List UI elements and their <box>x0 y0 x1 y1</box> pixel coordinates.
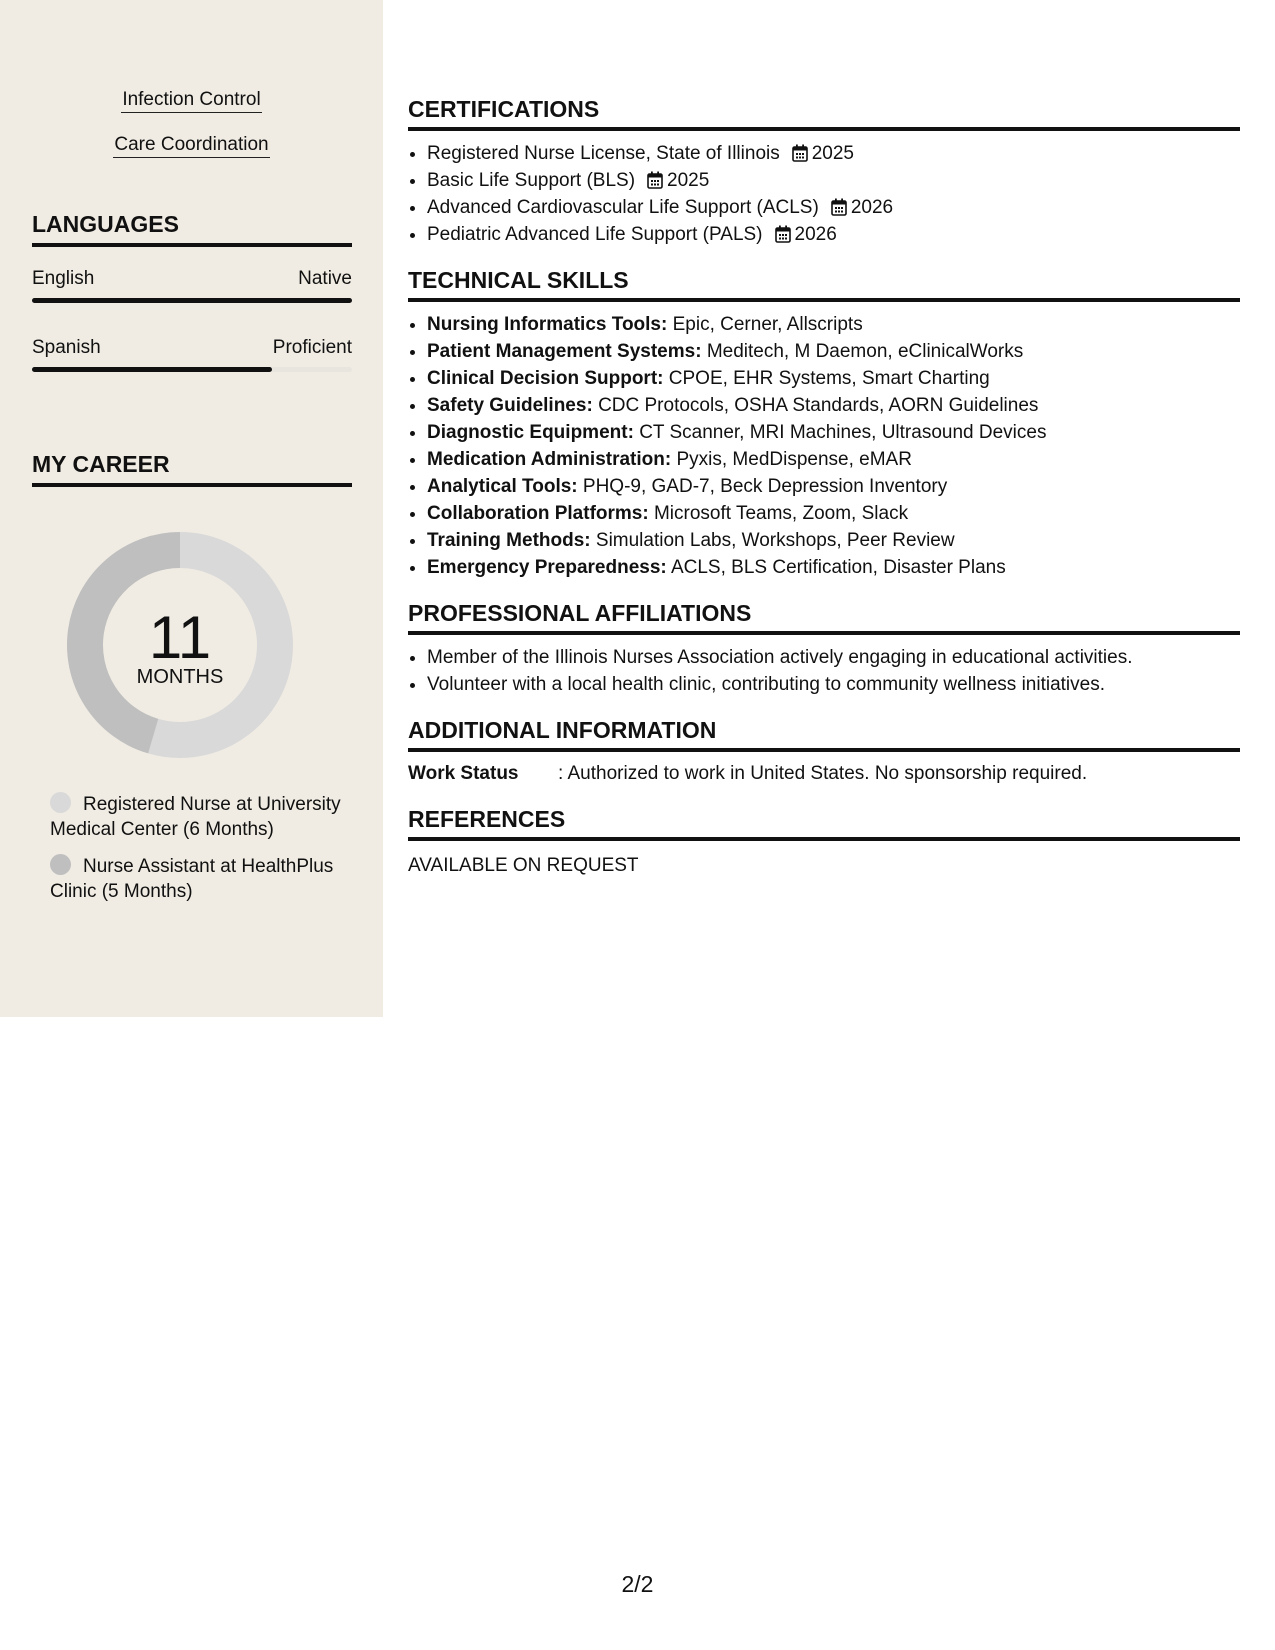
legend-dot <box>50 792 71 813</box>
references-text: AVAILABLE ON REQUEST <box>408 855 639 876</box>
certification-item: • Registered Nurse License, State of Illinois 2025 <box>427 140 1240 167</box>
technical-skill-item: • Nursing Informatics Tools: Epic, Cerner, Allscripts <box>427 311 1240 338</box>
calendar-icon <box>775 225 791 243</box>
certification-year: 2025 <box>667 170 710 191</box>
main-content <box>408 95 1240 897</box>
additional-info-section <box>408 716 1240 787</box>
affiliations-list <box>408 644 1240 698</box>
career-total-unit: MONTHS <box>136 666 224 688</box>
affiliations-section <box>408 599 1240 698</box>
technical-skill-item: • Analytical Tools: PHQ-9, GAD-7, Beck Depression Inventory <box>427 473 1240 500</box>
language-name: Spanish <box>32 337 101 358</box>
affiliation-item: • Volunteer with a local health clinic, contributing to community wellness initiatives. <box>427 671 1240 698</box>
calendar-icon <box>831 198 847 216</box>
skill-tag: Care Coordination <box>0 133 383 157</box>
technical-skill-item: • Diagnostic Equipment: CT Scanner, MRI Machines, Ultrasound Devices <box>427 419 1240 446</box>
technical-skill-item: • Emergency Preparedness: ACLS, BLS Certification, Disaster Plans <box>427 554 1240 581</box>
language-row-english <box>32 266 352 292</box>
technical-skills-list <box>408 311 1240 581</box>
references-heading: REFERENCES <box>408 805 1240 841</box>
career-legend-item <box>50 792 350 842</box>
certifications-section <box>408 95 1240 248</box>
career-total-number: 11 <box>148 604 212 671</box>
technical-skill-item: • Collaboration Platforms: Microsoft Teams, Zoom, Slack <box>427 500 1240 527</box>
legend-dot <box>50 854 71 875</box>
career-heading: MY CAREER <box>32 450 352 487</box>
career-legend-label: Registered Nurse at University Medical Center (6 Months) <box>50 794 341 840</box>
language-bar-fill <box>32 367 272 372</box>
technical-skills-heading: TECHNICAL SKILLS <box>408 266 1240 302</box>
certification-item: • Basic Life Support (BLS) 2025 <box>427 167 1240 194</box>
calendar-icon <box>792 144 808 162</box>
language-bar-english <box>32 298 352 303</box>
work-status-label: Work Status <box>408 763 519 784</box>
language-row-spanish <box>32 335 352 361</box>
affiliations-heading: PROFESSIONAL AFFILIATIONS <box>408 599 1240 635</box>
work-status-value: : Authorized to work in United States. No sponsorship required. <box>558 763 1088 784</box>
technical-skill-item: • Patient Management Systems: Meditech, M Daemon, eClinicalWorks <box>427 338 1240 365</box>
technical-skill-item: • Medication Administration: Pyxis, MedDispense, eMAR <box>427 446 1240 473</box>
technical-skills-section <box>408 266 1240 581</box>
certifications-list <box>408 140 1240 248</box>
certification-year: 2026 <box>794 224 837 245</box>
language-level: Native <box>298 268 352 289</box>
certification-year: 2026 <box>850 197 894 218</box>
career-legend-label: Nurse Assistant at HealthPlus Clinic (5 Months) <box>50 856 334 902</box>
language-level: Proficient <box>272 337 352 358</box>
references-section <box>408 805 1240 879</box>
technical-skill-item: • Safety Guidelines: CDC Protocols, OSHA Standards, AORN Guidelines <box>427 392 1240 419</box>
language-name: English <box>32 268 95 289</box>
work-status-row <box>408 761 1240 787</box>
certification-item: • Advanced Cardiovascular Life Support (ACLS) 2026 <box>427 194 1240 221</box>
certification-year: 2025 <box>811 143 855 164</box>
additional-info-heading: ADDITIONAL INFORMATION <box>408 716 1240 752</box>
career-legend <box>50 792 350 916</box>
career-donut-chart <box>65 530 295 760</box>
language-bar-fill <box>32 298 352 303</box>
technical-skill-item: • Training Methods: Simulation Labs, Workshops, Peer Review <box>427 527 1240 554</box>
technical-skill-item: • Clinical Decision Support: CPOE, EHR Systems, Smart Charting <box>427 365 1240 392</box>
affiliation-item: • Member of the Illinois Nurses Association actively engaging in educational activities. <box>427 644 1240 671</box>
calendar-icon <box>647 171 663 189</box>
certifications-heading: CERTIFICATIONS <box>408 95 1240 131</box>
page-number: 2/2 <box>621 1571 654 1597</box>
career-legend-item <box>50 854 350 904</box>
certification-item: • Pediatric Advanced Life Support (PALS) 2026 <box>427 221 1240 248</box>
sidebar <box>0 0 383 1017</box>
languages-heading: LANGUAGES <box>32 210 352 247</box>
skill-tag: Infection Control <box>0 88 383 112</box>
language-bar-spanish <box>32 367 352 372</box>
